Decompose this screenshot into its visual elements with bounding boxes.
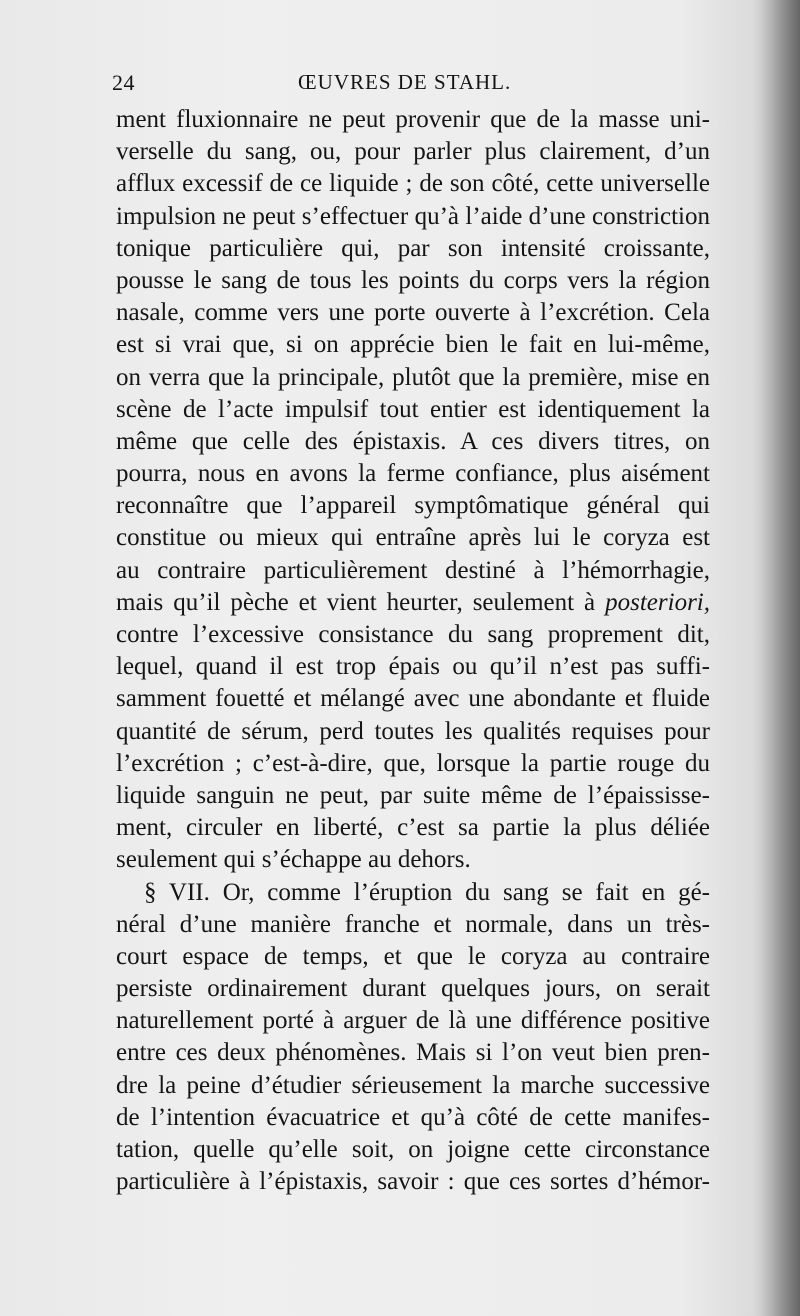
text-line: naturellement porté à arguer de là une différence positive [116,1007,710,1035]
text-line: samment fouetté et mélangé avec une abondante et fluide [116,685,710,713]
text-line: afflux excessif de ce liquide ; de son côté, cette universelle [116,170,710,198]
text-line: ment, circuler en liberté, c’est sa partie la plus déliée [116,814,710,842]
text-line: même que celle des épistaxis. A ces divers titres, on [116,427,710,455]
text-line: constitue ou mieux qui entraîne après lui le coryza est [116,524,710,552]
text-line: reconnaître que l’appareil symptômatique général qui [116,492,710,520]
text-line: entre ces deux phénomènes. Mais si l’on veut bien pren- [116,1039,710,1067]
text-line: est si vrai que, si on apprécie bien le fait en lui-même, [116,331,710,359]
section-start-line: § VII. Or, comme l’éruption du sang se fait en gé- [144,878,710,906]
text-line: l’excrétion ; c’est-à-dire, que, lorsque la partie rouge du [116,749,710,777]
text-line: contre l’excessive consistance du sang proprement dit, [116,621,710,648]
text-line: au contraire particulièrement destiné à l’hémorrhagie, [116,556,710,584]
text-line: de l’intention évacuatrice et qu’à côté de cette manifes- [116,1103,710,1131]
text-line: court espace de temps, et que le coryza au contraire [116,942,710,970]
text-line: verselle du sang, ou, pour parler plus clairement, d’un [116,138,710,166]
text-line: lequel, quand il est trop épais ou qu’il n’est pas suffi- [116,653,710,681]
running-title: ŒUVRES DE STAHL. [298,70,512,94]
body-text [116,104,710,1198]
text-line: nasale, comme vers une porte ouverte à l’excrétion. Cela [116,299,710,327]
page-gutter-shadow [752,0,800,1316]
text-line: pousse le sang de tous les points du corps vers la région [116,266,710,294]
page-number: 24 [112,70,135,95]
text-line-with-italic [116,587,710,619]
italic-phrase: posteriori, [605,588,710,616]
paragraph-end-line: seulement qui s’échappe au dehors. [116,846,471,874]
text-line: quantité de sérum, perd toutes les qualités requises pour [116,717,710,745]
text-line: particulière à l’épistaxis, savoir : que ces sortes d’hémor- [116,1168,710,1196]
text-line: scène de l’acte impulsif tout entier est identiquement la [116,395,710,423]
text-line: liquide sanguin ne peut, par suite même de l’épaississe- [116,781,710,809]
text-line: tation, quelle qu’elle soit, on joigne cette circonstance [116,1136,710,1163]
running-head [112,64,712,104]
text-line: persiste ordinairement durant quelques jours, on serait [116,975,710,1003]
text-line: dre la peine d’étudier sérieusement la marche successive [116,1071,710,1099]
text-line: pourra, nous en avons la ferme confiance, plus aisément [116,460,710,488]
text-segment: mais qu’il pèche et vient heurter, seulement à [116,588,596,616]
text-line: tonique particulière qui, par son intensité croissante, [116,234,710,262]
text-line: ment fluxionnaire ne peut provenir que de la masse uni- [116,106,710,133]
text-line: on verra que la principale, plutôt que la première, mise en [116,363,710,391]
text-line: impulsion ne peut s’effectuer qu’à l’aide d’une constriction [116,202,710,230]
text-line: néral d’une manière franche et normale, dans un très- [116,910,710,938]
